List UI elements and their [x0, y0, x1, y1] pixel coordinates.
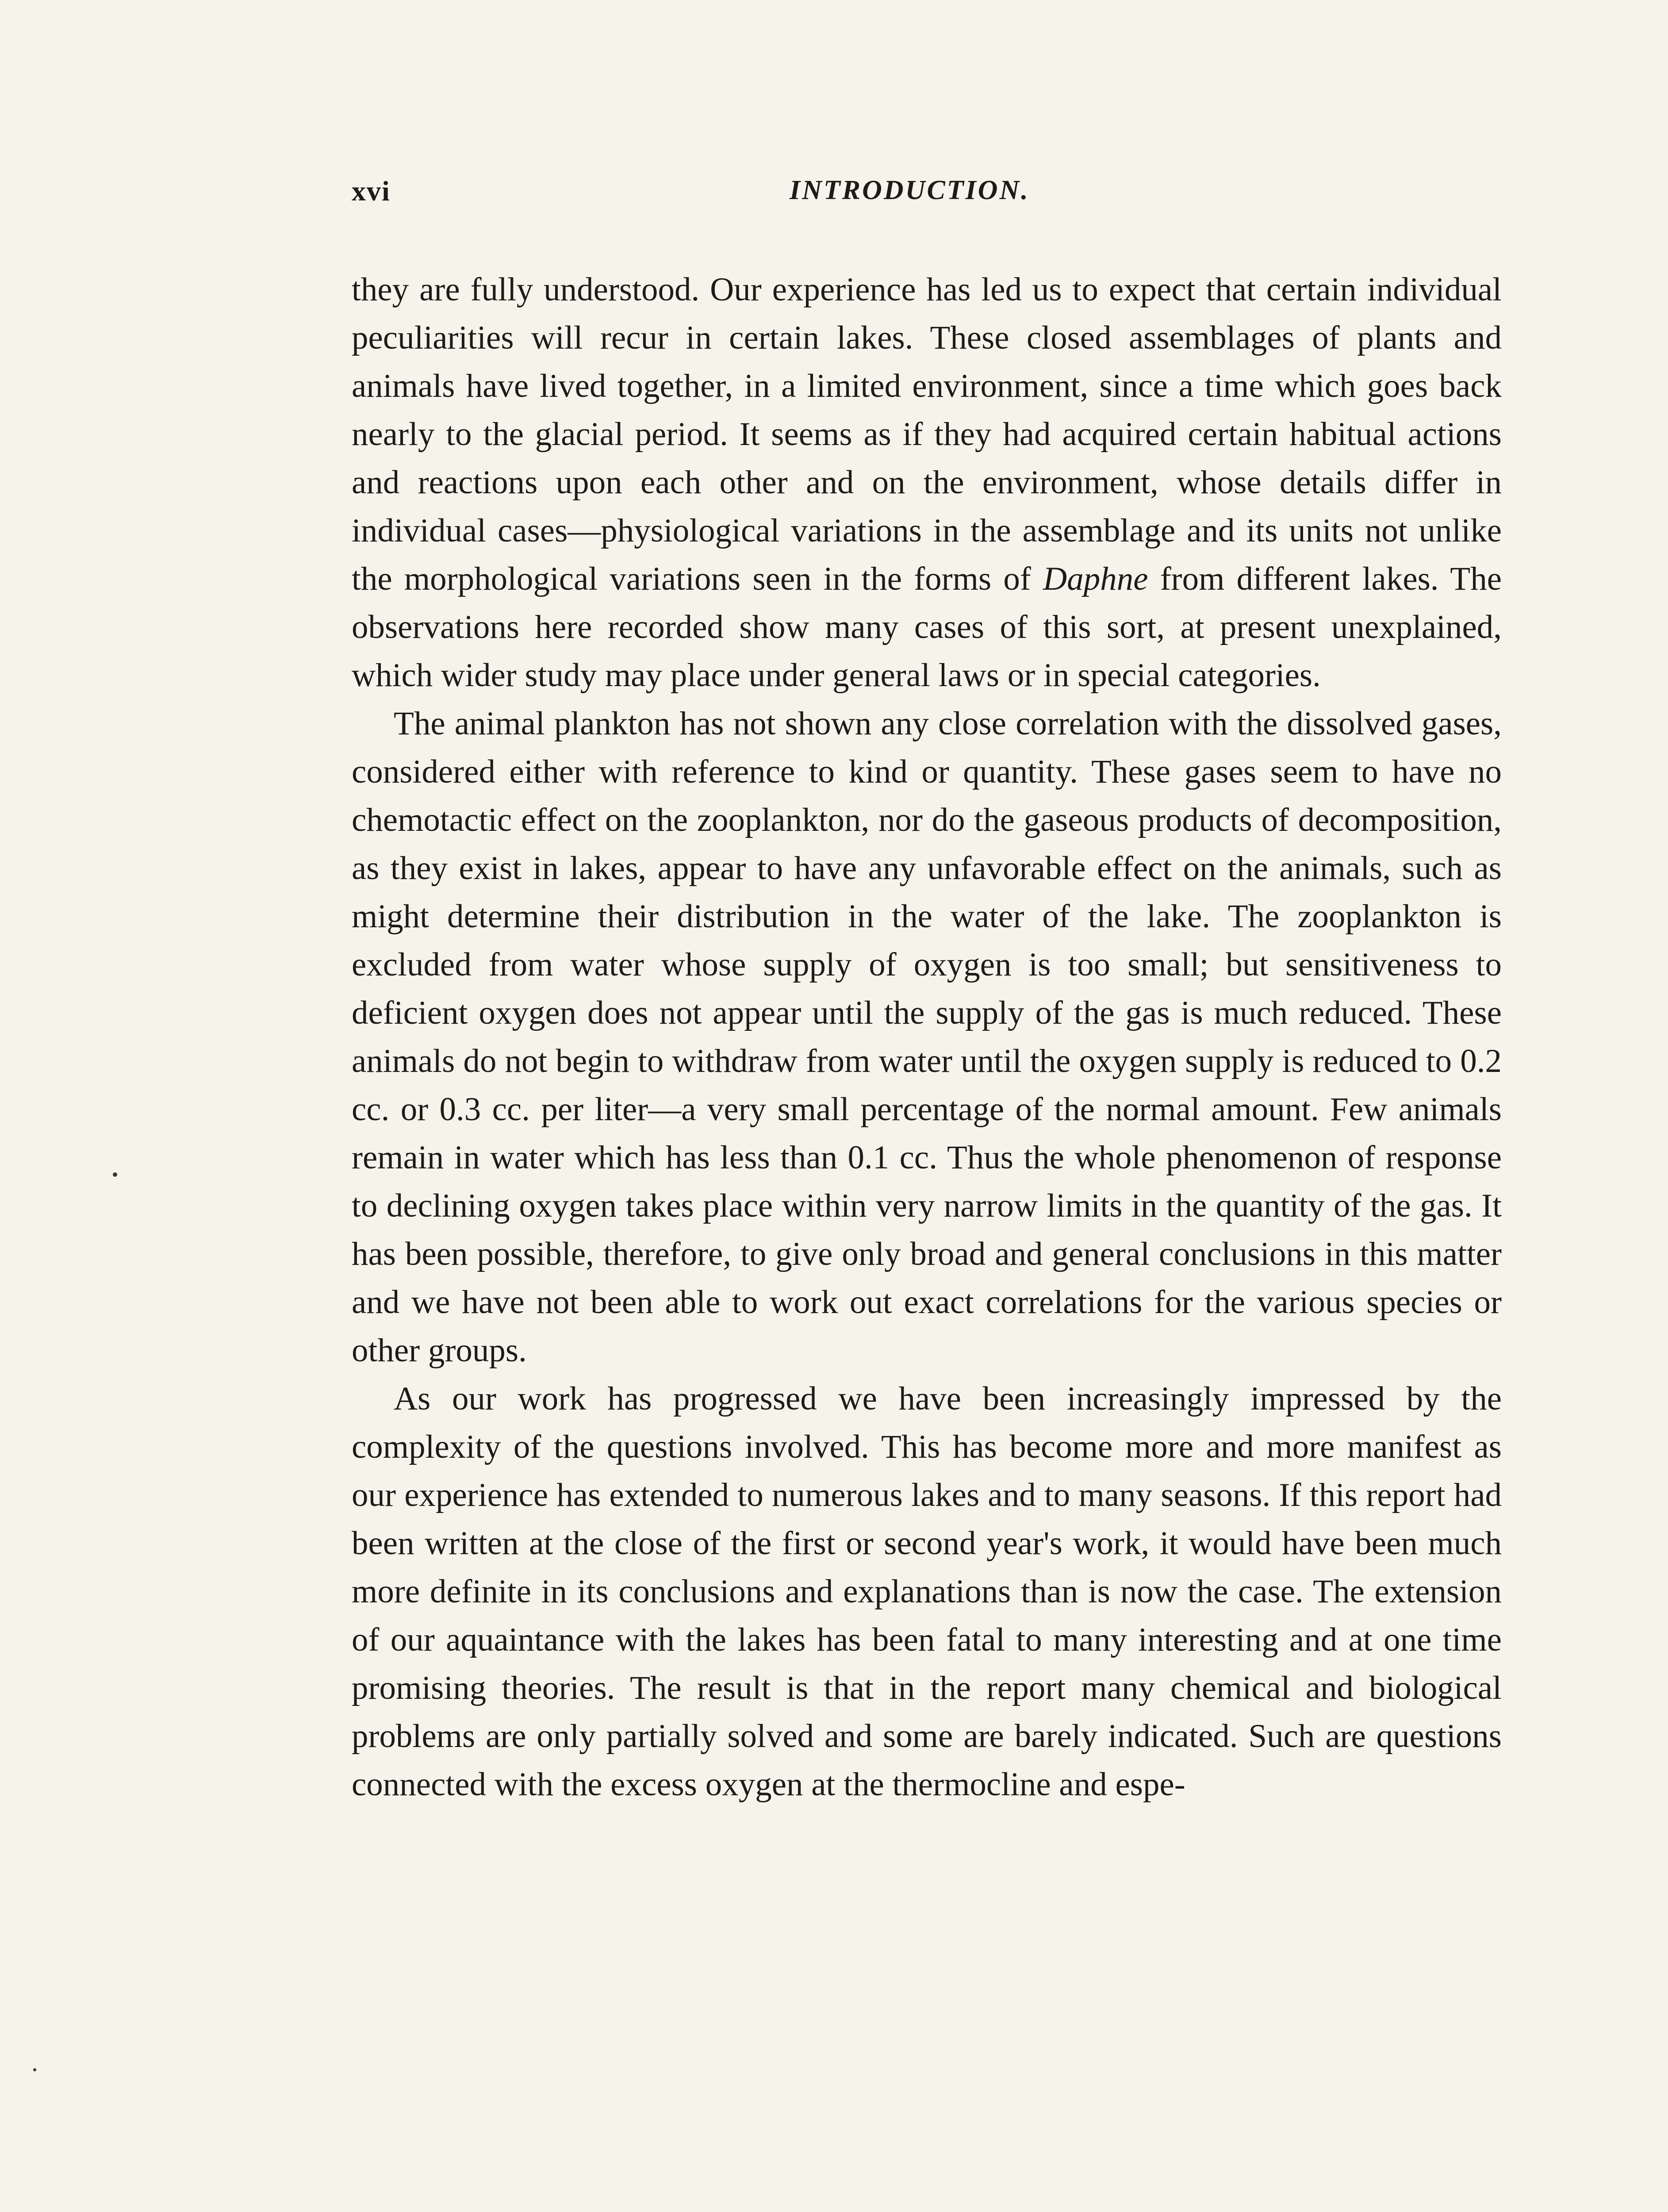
paragraph-1 — [352, 265, 1502, 699]
paragraph-2: The animal plankton has not shown any close correlation with the dissolved gases, considered either with reference to kind or quantity. These gases seem to have no chemotactic effect on the zooplankton, nor do the gaseous products of decomposition, as they exist in lakes, appear to have any unfavorable effect on the animals, such as might determine their distribution in the water of the lake. The zooplankton is excluded from water whose supply of oxygen is too small; but sensitiveness to deficient oxygen does not appear until the supply of the gas is much reduced. These animals do not begin to withdraw from water until the oxygen supply is reduced to 0.2 cc. or 0.3 cc. per liter—a very small percentage of the normal amount. Few animals remain in water which has less than 0.1 cc. Thus the whole phenomenon of response to declining oxygen takes place within very narrow limits in the quantity of the gas. It has been possible, therefore, to give only broad and general conclusions in this matter and we have not been able to work out exact correlations for the various species or other groups. — [352, 705, 1502, 1369]
running-head: INTRODUCTION. — [790, 175, 1030, 205]
paragraph-3: As our work has progressed we have been increasingly impressed by the complexity of the questions involved. This has become more and more manifest as our experience has extended to numerous lakes and to many seasons. If this report had been written at the close of the first or second year's work, it would have been much more definite in its conclusions and explanations than is now the case. The extension of our aquaintance with the lakes has been fatal to many interesting and at one time promising theories. The result is that in the report many chemical and biological problems are only partially solved and some are barely indicated. Such are questions connected with the excess oxygen at the thermocline and espe- — [352, 1380, 1502, 1803]
paragraph-1-text-start: they are fully understood. Our experience has led us to expect that certain individual peculiarities will recur in certain lakes. These closed assemblages of plants and animals have lived together, in a limited environment, since a time which goes back nearly to the glacial period. It seems as if they had acquired certain habitual actions and reactions upon each other and on the environment, whose details differ in individual cases—physiological variations in the assemblage and its units not unlike the morphological variations seen in the forms of — [352, 271, 1502, 597]
page-header — [352, 175, 1502, 228]
body-text — [352, 265, 1502, 1809]
species-name-daphne: Daphne — [1043, 561, 1148, 597]
scan-speck — [33, 2068, 36, 2071]
scan-speck — [113, 1172, 117, 1177]
page-number: xvi — [352, 175, 391, 207]
paragraph-1-text-end: from different lakes. The observations here recorded show many cases of this sort, at present unexplained, which wider study may place under general laws or in special categories. — [352, 561, 1502, 694]
